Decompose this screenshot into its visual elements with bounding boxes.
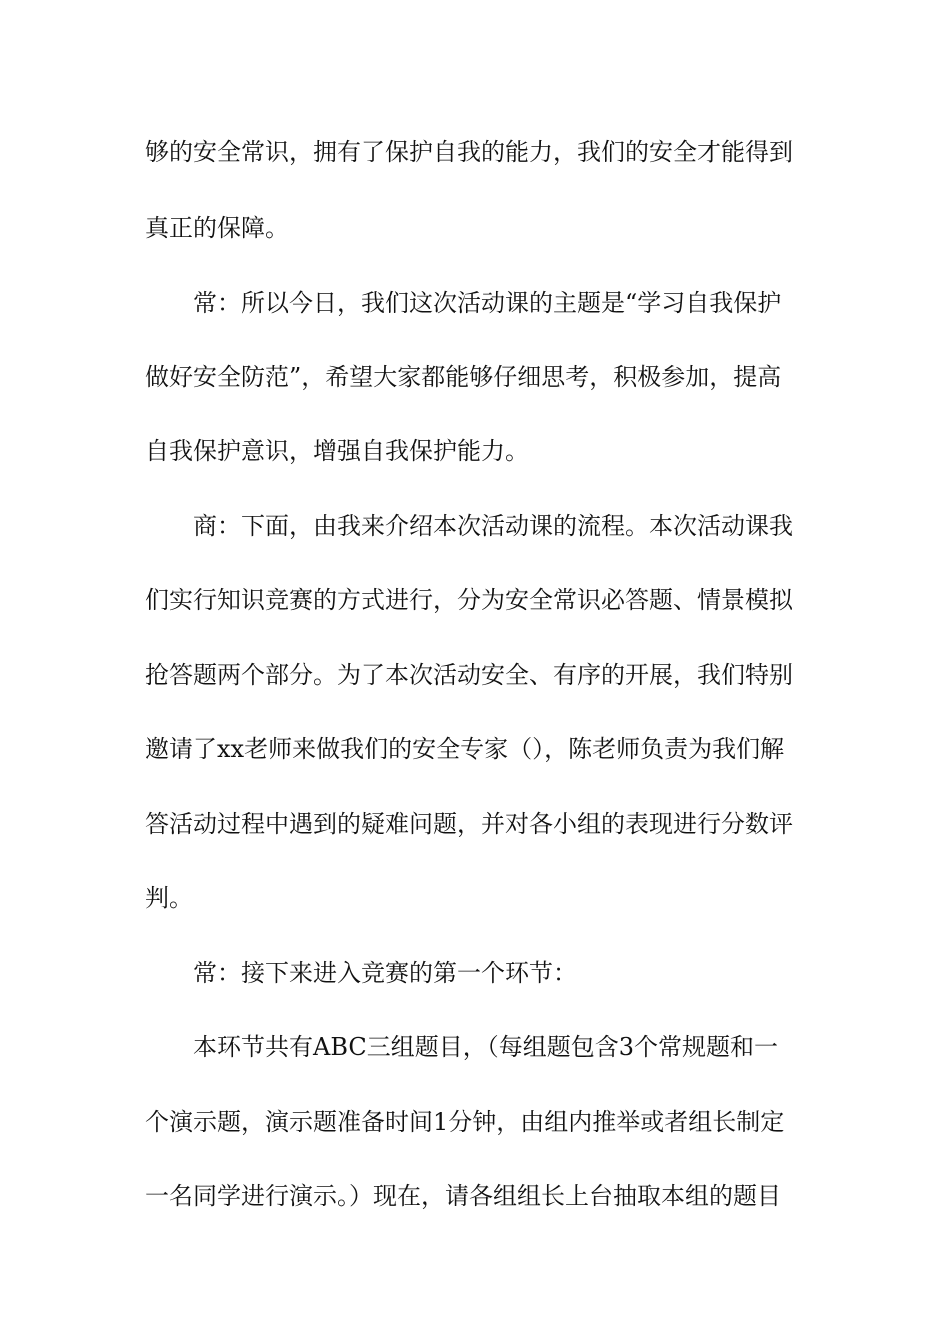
- text-line: 真正的保障。: [145, 214, 289, 242]
- text-line: 一名同学进行演示。）现在，请各组组长上台抽取本组的题目: [145, 1182, 781, 1210]
- text-line: 抢答题两个部分。为了本次活动安全、有序的开展，我们特别: [145, 661, 793, 689]
- text-line: 们实行知识竞赛的方式进行，分为安全常识必答题、情景模拟: [145, 586, 793, 614]
- text-line: 判。: [145, 884, 193, 912]
- text-line: 做好安全防范”，希望大家都能够仔细思考，积极参加，提高: [145, 363, 782, 391]
- text-line: 邀请了xx老师来做我们的安全专家（），陈老师负责为我们解: [145, 735, 785, 763]
- text-line: 自我保护意识，增强自我保护能力。: [145, 437, 529, 465]
- text-line: 个演示题，演示题准备时间1分钟，由组内推举或者组长制定: [145, 1108, 785, 1136]
- paragraph-start-line: 常：所以今日，我们这次活动课的主题是“学习自我保护: [193, 289, 782, 317]
- paragraph-start-line: 常：接下来进入竞赛的第一个环节：: [193, 959, 577, 987]
- text-line: 够的安全常识，拥有了保护自我的能力，我们的安全才能得到: [145, 138, 793, 166]
- paragraph-start-line: 本环节共有ABC三组题目，（每组题包含3个常规题和一: [193, 1033, 779, 1061]
- text-line: 答活动过程中遇到的疑难问题，并对各小组的表现进行分数评: [145, 810, 793, 838]
- paragraph-start-line: 商：下面，由我来介绍本次活动课的流程。本次活动课我: [193, 512, 793, 540]
